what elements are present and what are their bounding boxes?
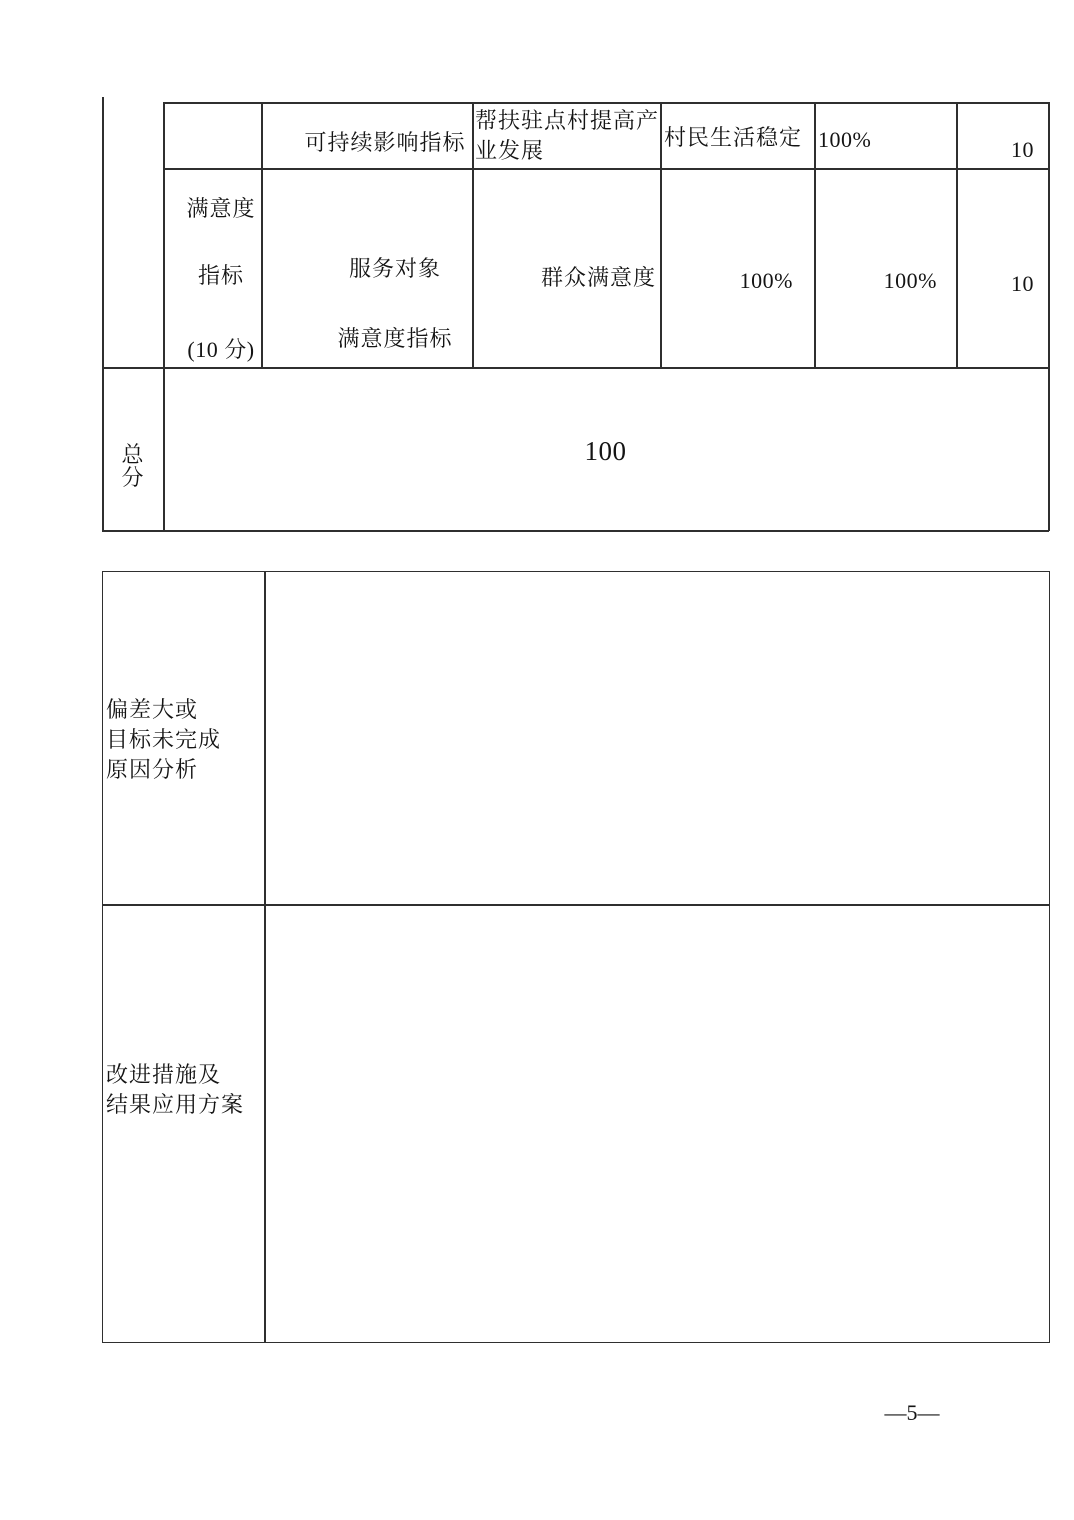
deviation-row-label: 偏差大或 bbox=[106, 697, 199, 722]
table-gridline bbox=[102, 904, 1050, 906]
table-gridline bbox=[163, 102, 1049, 104]
cell-sustain-indicator: 帮扶驻点村提高产业发展 bbox=[475, 108, 660, 163]
table-gridline bbox=[163, 168, 1049, 170]
cell-satisfaction-score: 10 bbox=[1011, 271, 1034, 296]
cell-satisfaction-group-label: 指标 bbox=[197, 263, 244, 288]
cell-total-label bbox=[102, 443, 163, 490]
table-gridline bbox=[102, 367, 1049, 369]
improvement-row-label: 结果应用方案 bbox=[106, 1092, 245, 1117]
cell-satisfaction-completion-value: 100% bbox=[883, 268, 937, 293]
cell-satisfaction-target-value: 100% bbox=[739, 268, 793, 293]
page-number: —5— bbox=[884, 1400, 940, 1425]
cell-satisfaction-group-score-label: (10 分) bbox=[187, 337, 255, 362]
cell-satisfaction-indicator: 群众满意度 bbox=[540, 265, 656, 290]
table-gridline bbox=[814, 102, 816, 368]
table-gridline bbox=[102, 530, 1049, 532]
cell-total-value: 100 bbox=[584, 436, 627, 466]
analysis-table-border bbox=[102, 571, 1050, 1343]
cell-sustain-target-value: 100% bbox=[818, 127, 872, 152]
table-gridline bbox=[264, 571, 266, 1343]
table-gridline bbox=[163, 102, 165, 531]
cell-sustain-target: 村民生活稳定 bbox=[664, 125, 803, 150]
cell-sustain-type-label: 可持续影响指标 bbox=[304, 130, 466, 155]
improvement-row-label: 改进措施及 bbox=[106, 1062, 222, 1087]
deviation-row-label: 原因分析 bbox=[106, 757, 199, 782]
table-gridline bbox=[261, 102, 263, 368]
cell-sustain-score: 10 bbox=[1011, 137, 1034, 162]
deviation-row-label: 目标未完成 bbox=[106, 727, 222, 752]
cell-satisfaction-type-label: 服务对象 bbox=[348, 256, 441, 281]
cell-satisfaction-type-label: 满意度指标 bbox=[337, 326, 453, 351]
cell-satisfaction-group-label: 满意度 bbox=[186, 196, 256, 221]
total-label-text: 总分 bbox=[121, 442, 144, 490]
table-gridline bbox=[1048, 102, 1050, 531]
